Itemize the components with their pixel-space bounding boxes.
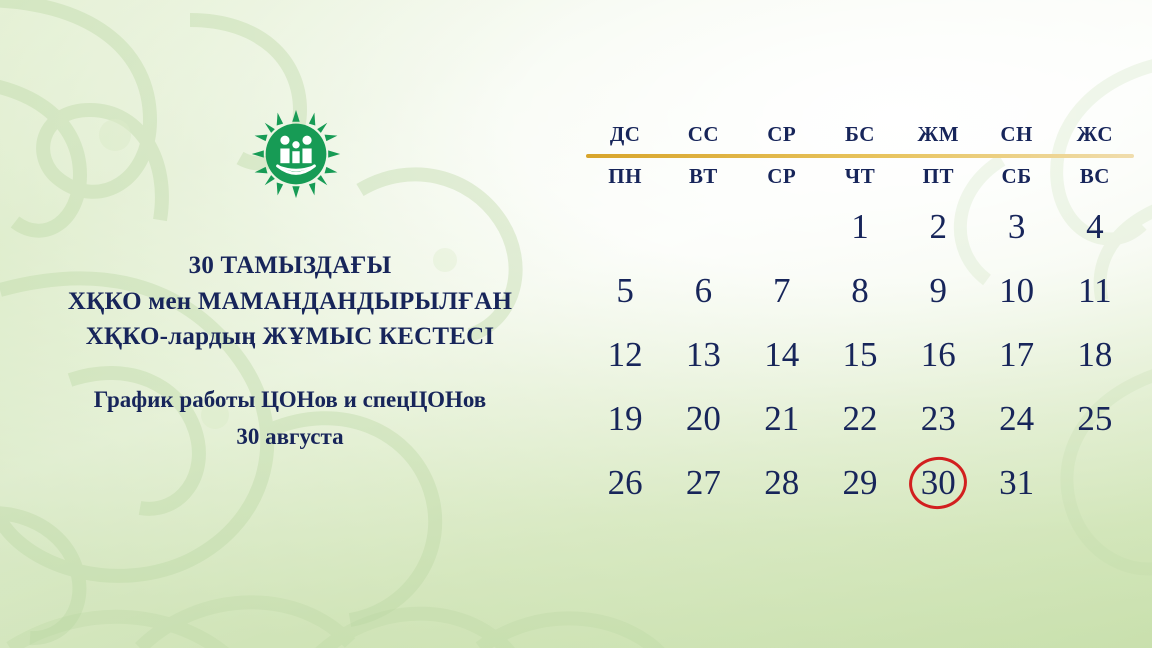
day-cell[interactable]: 24 bbox=[999, 399, 1035, 438]
calendar bbox=[586, 122, 1134, 507]
day-cell-highlighted[interactable] bbox=[899, 459, 977, 507]
day-cell bbox=[1056, 459, 1134, 507]
weekday-kk-sat: СН bbox=[1000, 122, 1033, 146]
day-cell[interactable]: 12 bbox=[607, 335, 643, 374]
weekday-ru-sat: СБ bbox=[1001, 164, 1032, 188]
weekday-ru-fri: ПТ bbox=[922, 164, 954, 188]
day-cell[interactable]: 23 bbox=[920, 399, 956, 438]
title-line-2: ХҚКО мен МАМАНДАНДЫРЫЛҒАН bbox=[67, 287, 513, 315]
day-cell[interactable]: 1 bbox=[851, 207, 869, 246]
day-cell[interactable]: 13 bbox=[685, 335, 721, 374]
day-cell bbox=[586, 203, 664, 251]
subtitle-line-2: 30 августа bbox=[236, 423, 344, 449]
day-cell bbox=[743, 203, 821, 251]
day-cell[interactable]: 6 bbox=[694, 271, 713, 310]
subtitle-line-1: График работы ЦОНов и спецЦОНов bbox=[93, 387, 487, 412]
weekday-ru-wed: СР bbox=[767, 164, 797, 188]
day-cell[interactable]: 2 bbox=[929, 207, 948, 246]
weekday-header-row-ru bbox=[586, 164, 1134, 203]
title-line-1: 30 ТАМЫЗДАҒЫ bbox=[188, 252, 392, 279]
weekday-kk-fri: ЖМ bbox=[917, 122, 960, 146]
day-cell[interactable]: 19 bbox=[607, 399, 643, 438]
day-cell[interactable]: 22 bbox=[842, 399, 878, 438]
day-cell[interactable]: 5 bbox=[616, 271, 634, 310]
day-cell[interactable]: 20 bbox=[685, 399, 721, 438]
highlight-circle-marker bbox=[906, 453, 971, 513]
weekday-kk-thu: БС bbox=[845, 122, 875, 146]
weekday-header-row-kk bbox=[586, 122, 1134, 154]
weekday-ru-thu: ЧТ bbox=[844, 164, 876, 188]
day-cell[interactable]: 3 bbox=[1007, 207, 1026, 246]
day-cell[interactable]: 15 bbox=[842, 335, 878, 374]
weekday-ru-sun: ВС bbox=[1079, 164, 1110, 188]
day-cell[interactable]: 11 bbox=[1077, 271, 1112, 310]
day-cell[interactable]: 26 bbox=[607, 463, 643, 502]
day-cell[interactable]: 21 bbox=[764, 399, 800, 438]
day-cell[interactable]: 10 bbox=[999, 271, 1035, 310]
weekday-ru-tue: ВТ bbox=[689, 164, 718, 188]
weekday-ru-mon: ПН bbox=[608, 164, 642, 188]
calendar-days-grid bbox=[586, 203, 1134, 507]
page-title bbox=[30, 248, 550, 355]
weekday-kk-wed: СР bbox=[767, 122, 797, 146]
egov-sun-family-logo-icon bbox=[250, 108, 342, 200]
day-cell[interactable]: 7 bbox=[772, 271, 791, 310]
day-cell[interactable]: 16 bbox=[920, 335, 956, 374]
day-cell[interactable]: 28 bbox=[764, 463, 800, 502]
day-cell[interactable]: 27 bbox=[685, 463, 721, 502]
day-cell[interactable]: 9 bbox=[929, 271, 948, 310]
day-cell[interactable]: 14 bbox=[764, 335, 800, 374]
header-divider-rule bbox=[586, 154, 1134, 158]
title-line-3: ХҚКО-лардың ЖҰМЫС КЕСТЕСІ bbox=[85, 323, 495, 350]
day-cell[interactable]: 31 bbox=[999, 463, 1035, 502]
left-content-panel bbox=[0, 0, 560, 648]
weekday-kk-sun: ЖС bbox=[1076, 122, 1114, 146]
day-cell bbox=[664, 203, 742, 251]
day-cell[interactable]: 18 bbox=[1077, 335, 1113, 374]
day-cell[interactable]: 17 bbox=[999, 335, 1035, 374]
weekday-kk-mon: ДС bbox=[609, 122, 641, 146]
weekday-kk-tue: СС bbox=[687, 122, 720, 146]
day-cell[interactable]: 8 bbox=[851, 271, 869, 310]
day-cell[interactable]: 29 bbox=[842, 463, 878, 502]
day-cell-label: 30 bbox=[920, 463, 956, 502]
page-subtitle bbox=[30, 382, 550, 456]
day-cell[interactable]: 25 bbox=[1077, 399, 1113, 438]
day-cell[interactable]: 4 bbox=[1086, 207, 1104, 246]
